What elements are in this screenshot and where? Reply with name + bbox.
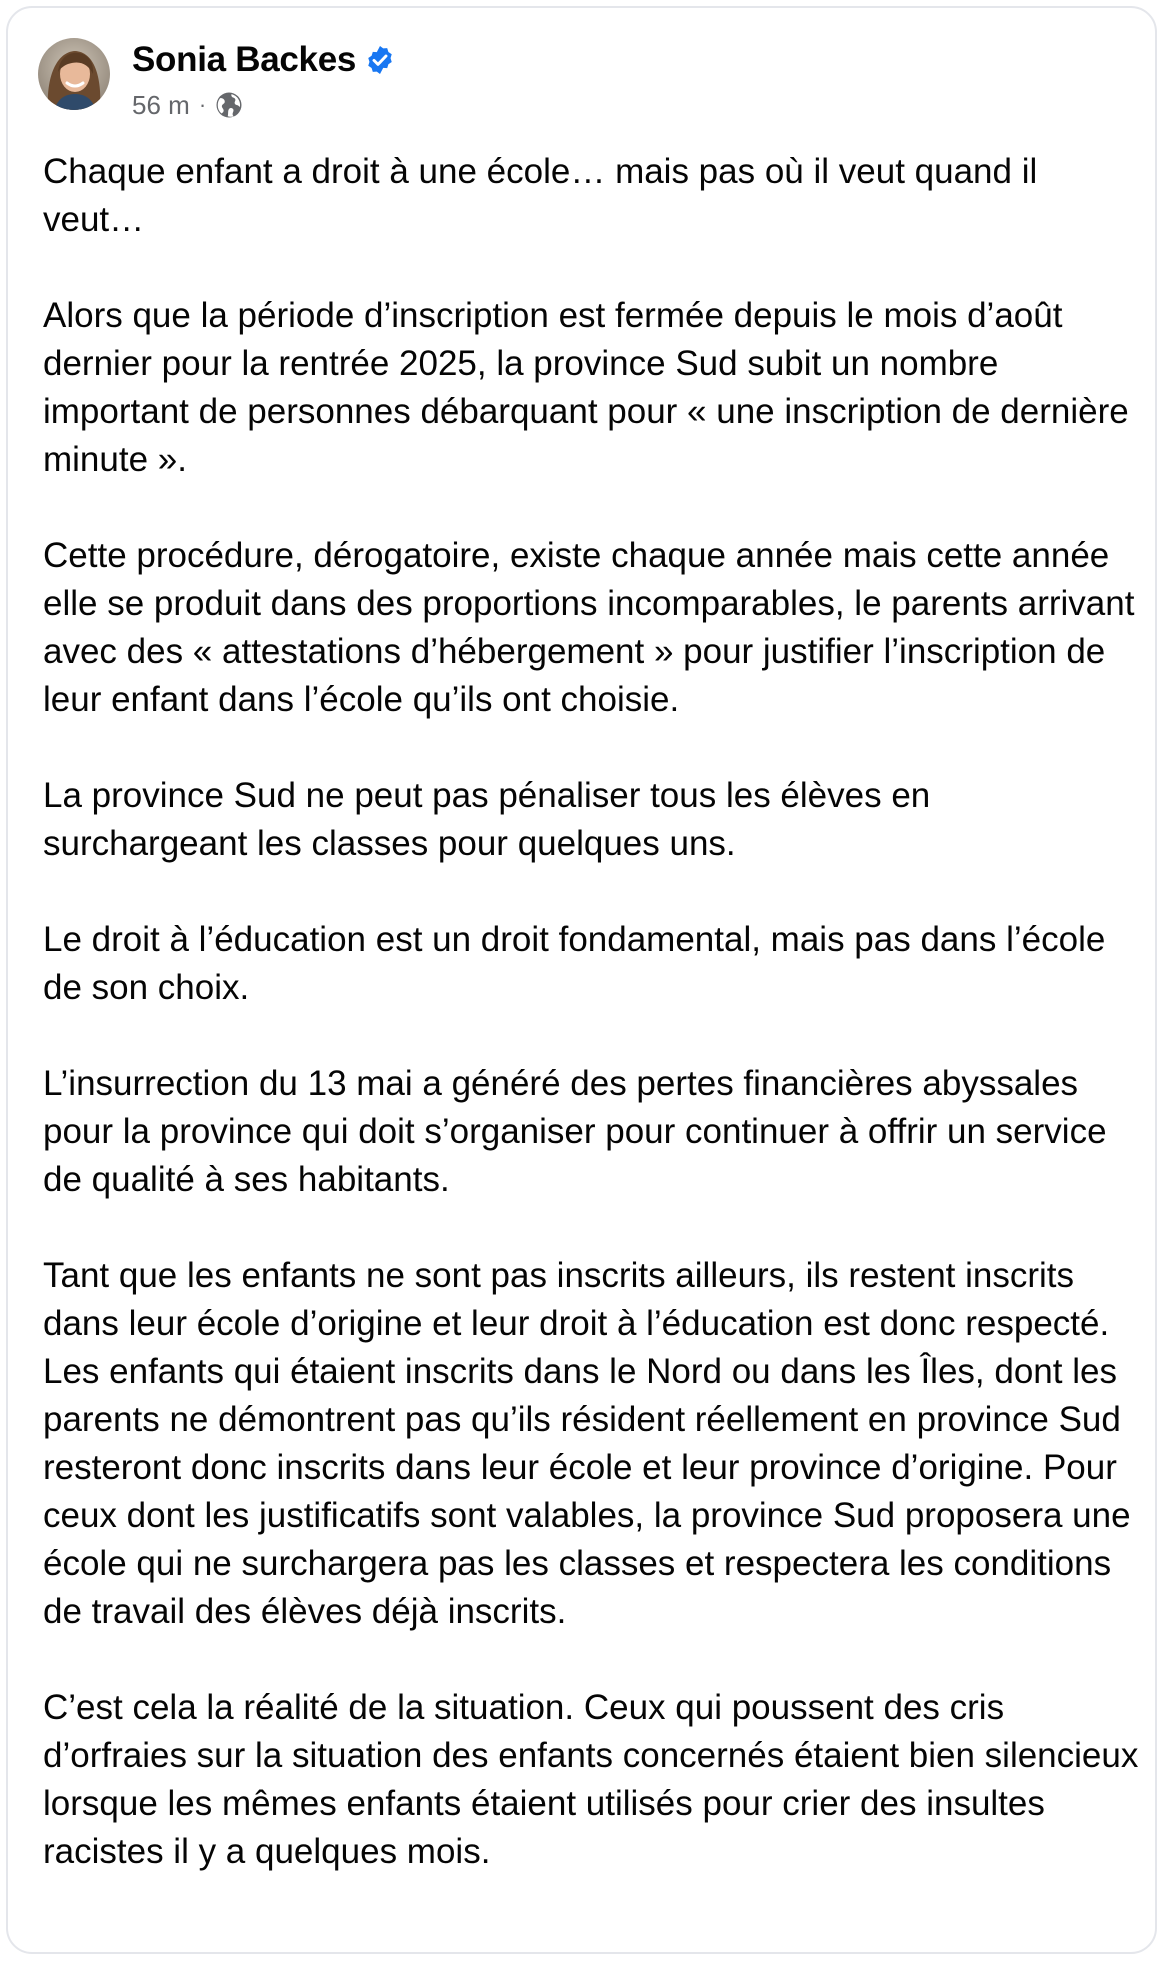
post-timestamp[interactable]: 56 m	[132, 89, 190, 120]
author-name[interactable]: Sonia Backes	[132, 40, 357, 79]
author-row	[132, 40, 396, 80]
post-paragraph: L’insurrection du 13 mai a généré des pertes financières abyssales pour la province qui doit s’organiser pour continuer à offrir un service de qualité à ses habitants.	[43, 1064, 1107, 1199]
post-paragraph: Chaque enfant a droit à une école… mais pas où il veut quand il veut…	[43, 152, 1038, 239]
avatar-image	[38, 38, 110, 110]
post-paragraph: Alors que la période d’inscription est fermée depuis le mois d’août dernier pour la rentrée 2025, la province Sud subit un nombre important de personnes débarquant pour « une inscription de dernière minute ».	[43, 296, 1129, 479]
post-meta	[132, 38, 396, 125]
globe-icon[interactable]	[214, 90, 244, 120]
post-paragraph: Tant que les enfants ne sont pas inscrits ailleurs, ils restent inscrits dans leur école d’origine et leur droit à l’éducation est donc respecté. Les enfants qui étaient inscrits dans le Nord ou dans les Îles, dont les parents ne démontrent pas qu’ils résident réellement en province Sud resteront donc inscrits dans leur école et leur province d’origine. Pour ceux dont les justificatifs sont valables, la province Sud proposera une école qui ne surchargera pas les classes et respectera les conditions de travail des élèves déjà inscrits.	[43, 1256, 1131, 1631]
author-avatar[interactable]	[38, 38, 110, 110]
verified-badge-icon	[364, 44, 396, 76]
post-paragraph: La province Sud ne peut pas pénaliser tous les élèves en surchargeant les classes pour quelques uns.	[43, 776, 931, 863]
post-paragraph: Le droit à l’éducation est un droit fondamental, mais pas dans l’école de son choix.	[43, 920, 1106, 1007]
post-paragraph: C’est cela la réalité de la situation. Ceux qui poussent des cris d’orfraies sur la situation des enfants concernés étaient bien silencieux lorsque les mêmes enfants étaient utilisés pour crier des insultes racistes il y a quelques mois.	[43, 1688, 1139, 1871]
post-card	[6, 6, 1157, 1954]
post-text	[43, 148, 1143, 1876]
post-subline	[132, 85, 396, 125]
meta-separator: ·	[198, 92, 207, 117]
post-paragraph: Cette procédure, dérogatoire, existe chaque année mais cette année elle se produit dans des proportions incomparables, le parents arrivant avec des « attestations d’hébergement » pour justifier l’inscription de leur enfant dans l’école qu’ils ont choisie.	[43, 536, 1135, 719]
post-header	[38, 38, 396, 128]
